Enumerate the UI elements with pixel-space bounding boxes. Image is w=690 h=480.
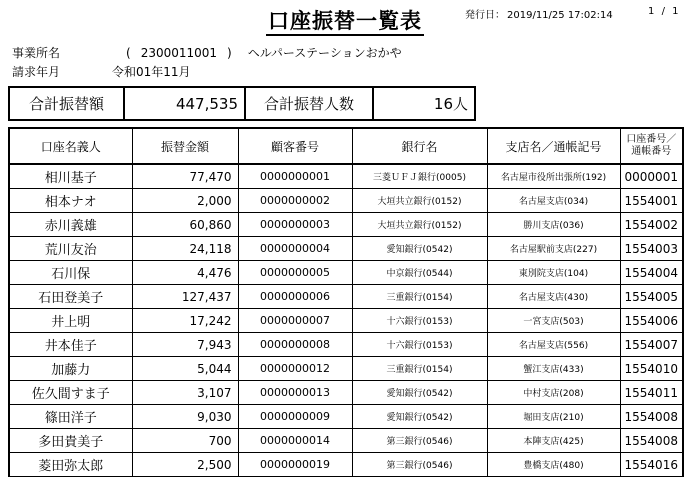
bank-cell: 三菱ＵＦＪ銀行(0005)	[352, 164, 487, 189]
table-row	[9, 285, 683, 309]
account-number-cell: 1554005	[620, 285, 683, 309]
total-count-value: 16人	[373, 87, 475, 120]
amount-cell: 7,943	[132, 333, 238, 357]
holder-cell: 石田登美子	[9, 285, 132, 309]
total-amount-value: 447,535	[124, 87, 245, 120]
customer-number-cell: 0000000003	[238, 213, 352, 237]
table-row	[9, 381, 683, 405]
customer-number-cell: 0000000013	[238, 381, 352, 405]
total-amount-label: 合計振替額	[9, 87, 124, 120]
amount-cell: 127,437	[132, 285, 238, 309]
office-code: 2300011001	[140, 46, 218, 60]
office-name: ヘルパーステーションおかや	[247, 46, 402, 60]
bank-cell: 第三銀行(0546)	[352, 429, 487, 453]
header-branch: 支店名／通帳記号	[487, 128, 620, 164]
customer-number-cell: 0000000006	[238, 285, 352, 309]
customer-number-cell: 0000000012	[238, 357, 352, 381]
header-account-line2: 通帳番号	[631, 146, 672, 157]
holder-cell: 荒川友治	[9, 237, 132, 261]
account-number-cell: 1554004	[620, 261, 683, 285]
account-number-cell: 1554016	[620, 453, 683, 477]
customer-number-cell: 0000000007	[238, 309, 352, 333]
billing-value: 令和01年11月	[112, 65, 191, 79]
holder-cell: 相本ナオ	[9, 189, 132, 213]
branch-cell: 名古屋支店(034)	[487, 189, 620, 213]
account-number-cell: 1554006	[620, 309, 683, 333]
page-total: 1	[672, 6, 679, 17]
transfer-table	[8, 127, 684, 477]
total-count-label: 合計振替人数	[245, 87, 373, 120]
branch-cell: 豊橋支店(480)	[487, 453, 620, 477]
customer-number-cell: 0000000004	[238, 237, 352, 261]
branch-cell: 堀田支店(210)	[487, 405, 620, 429]
table-row	[9, 453, 683, 477]
amount-cell: 2,000	[132, 189, 238, 213]
bank-cell: 第三銀行(0546)	[352, 453, 487, 477]
bank-cell: 三重銀行(0154)	[352, 357, 487, 381]
branch-cell: 名古屋支店(556)	[487, 333, 620, 357]
customer-number-cell: 0000000014	[238, 429, 352, 453]
customer-number-cell: 0000000009	[238, 405, 352, 429]
account-number-cell: 1554007	[620, 333, 683, 357]
account-number-cell: 1554011	[620, 381, 683, 405]
customer-number-cell: 0000000019	[238, 453, 352, 477]
issue-date-value: 2019/11/25 17:02:14	[507, 10, 613, 21]
holder-cell: 赤川義雄	[9, 213, 132, 237]
issue-date-label: 発行日：	[465, 10, 505, 21]
issue-date	[465, 6, 613, 21]
branch-cell: 中村支店(208)	[487, 381, 620, 405]
document-title-text: 口座振替一覧表	[266, 9, 424, 36]
branch-cell: 東別院支店(104)	[487, 261, 620, 285]
header-account	[620, 128, 683, 164]
office-label: 事業所名	[12, 46, 61, 60]
amount-cell: 700	[132, 429, 238, 453]
holder-cell: 相川基子	[9, 164, 132, 189]
table-header-row	[9, 128, 683, 164]
customer-number-cell: 0000000001	[238, 164, 352, 189]
holder-cell: 石川保	[9, 261, 132, 285]
branch-cell: 名古屋支店(430)	[487, 285, 620, 309]
bank-cell: 中京銀行(0544)	[352, 261, 487, 285]
bank-cell: 愛知銀行(0542)	[352, 381, 487, 405]
branch-cell: 名古屋駅前支店(227)	[487, 237, 620, 261]
amount-cell: 24,118	[132, 237, 238, 261]
table-row	[9, 357, 683, 381]
account-number-cell: 1554001	[620, 189, 683, 213]
branch-cell: 蟹江支店(433)	[487, 357, 620, 381]
holder-cell: 井上明	[9, 309, 132, 333]
holder-cell: 加藤力	[9, 357, 132, 381]
holder-cell: 佐久間すま子	[9, 381, 132, 405]
account-number-cell: 1554010	[620, 357, 683, 381]
billing-label: 請求年月	[12, 65, 61, 79]
bank-cell: 大垣共立銀行(0152)	[352, 189, 487, 213]
account-number-cell: 1554002	[620, 213, 683, 237]
table-row	[9, 213, 683, 237]
office-close-paren: )	[227, 46, 232, 60]
amount-cell: 5,044	[132, 357, 238, 381]
table-row	[9, 237, 683, 261]
branch-cell: 勝川支店(036)	[487, 213, 620, 237]
branch-cell: 一宮支店(503)	[487, 309, 620, 333]
header-holder: 口座名義人	[9, 128, 132, 164]
bank-cell: 愛知銀行(0542)	[352, 237, 487, 261]
account-number-cell: 0000001	[620, 164, 683, 189]
table-row	[9, 189, 683, 213]
amount-cell: 17,242	[132, 309, 238, 333]
holder-cell: 井本佳子	[9, 333, 132, 357]
header-account-line1: 口座番号／	[626, 134, 677, 145]
customer-number-cell: 0000000008	[238, 333, 352, 357]
page-number	[648, 6, 679, 17]
table-row	[9, 261, 683, 285]
holder-cell: 菱田弥太郎	[9, 453, 132, 477]
bank-cell: 三重銀行(0154)	[352, 285, 487, 309]
amount-cell: 3,107	[132, 381, 238, 405]
page-current: 1	[648, 6, 655, 17]
amount-cell: 9,030	[132, 405, 238, 429]
customer-number-cell: 0000000005	[238, 261, 352, 285]
branch-cell: 本陣支店(425)	[487, 429, 620, 453]
account-number-cell: 1554008	[620, 405, 683, 429]
table-row	[9, 309, 683, 333]
summary-table	[8, 86, 476, 121]
amount-cell: 2,500	[132, 453, 238, 477]
account-number-cell: 1554008	[620, 429, 683, 453]
bank-cell: 大垣共立銀行(0152)	[352, 213, 487, 237]
page-separator: /	[661, 6, 665, 17]
header-customer: 顧客番号	[238, 128, 352, 164]
header-amount: 振替金額	[132, 128, 238, 164]
bank-cell: 愛知銀行(0542)	[352, 405, 487, 429]
table-row	[9, 333, 683, 357]
amount-cell: 4,476	[132, 261, 238, 285]
amount-cell: 77,470	[132, 164, 238, 189]
office-open-paren: (	[126, 46, 131, 60]
table-row	[9, 405, 683, 429]
holder-cell: 多田貴美子	[9, 429, 132, 453]
header-bank: 銀行名	[352, 128, 487, 164]
office-line	[12, 44, 402, 61]
bank-cell: 十六銀行(0153)	[352, 309, 487, 333]
table-row	[9, 164, 683, 189]
holder-cell: 篠田洋子	[9, 405, 132, 429]
customer-number-cell: 0000000002	[238, 189, 352, 213]
bank-cell: 十六銀行(0153)	[352, 333, 487, 357]
table-row	[9, 429, 683, 453]
account-number-cell: 1554003	[620, 237, 683, 261]
amount-cell: 60,860	[132, 213, 238, 237]
branch-cell: 名古屋市役所出張所(192)	[487, 164, 620, 189]
billing-line	[12, 63, 191, 80]
